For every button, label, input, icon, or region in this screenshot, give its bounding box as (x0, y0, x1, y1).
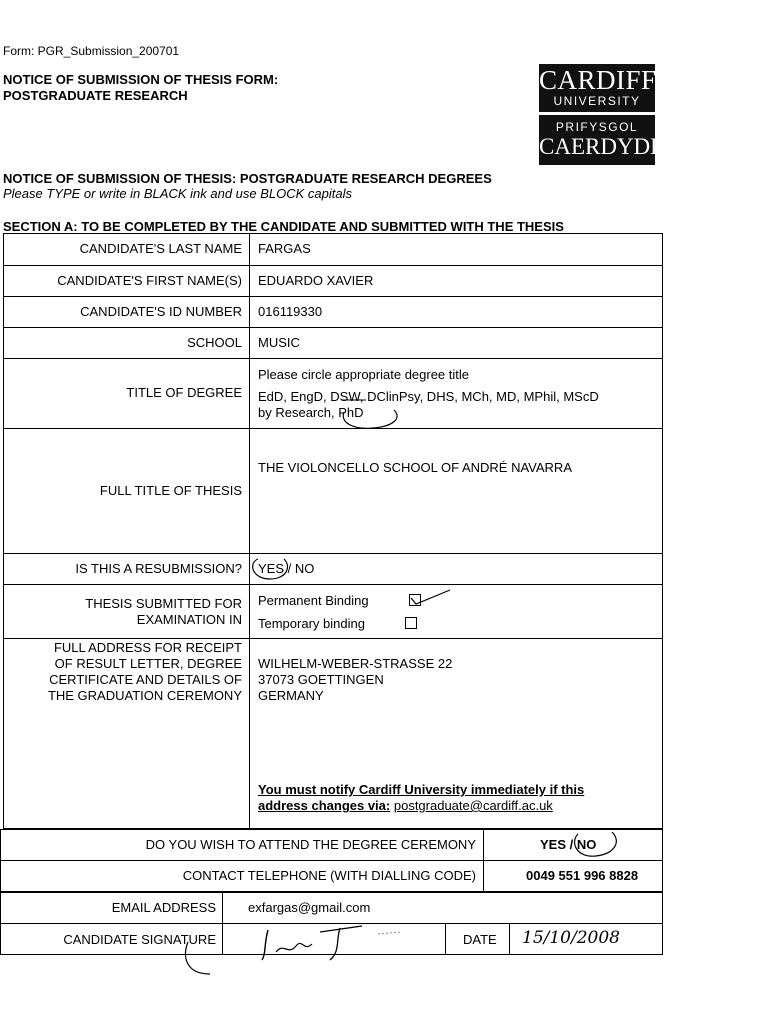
signature-label: CANDIDATE SIGNATURE (63, 932, 216, 947)
logo-prifysgol: PRIFYSGOL (555, 120, 639, 134)
row-divider (3, 296, 663, 297)
address-label-line2: OF RESULT LETTER, DEGREE (54, 656, 242, 671)
school-value[interactable]: MUSIC (258, 335, 300, 350)
yes-circle-mark (250, 555, 294, 583)
degree-instruction: Please circle appropriate degree title (258, 367, 470, 382)
row-divider (3, 553, 663, 554)
address-line1[interactable]: WILHELM-WEBER-STRASSE 22 (258, 656, 453, 671)
address-change-notice: You must notify Cardiff University immediately if this (258, 782, 585, 797)
address-label-line1: FULL ADDRESS FOR RECEIPT (53, 640, 242, 655)
binding-label-line2: EXAMINATION IN (136, 612, 242, 627)
table-divider (445, 923, 446, 955)
date-value[interactable]: 15/10/2008 (522, 928, 620, 948)
row-divider (3, 428, 663, 429)
notice-title: NOTICE OF SUBMISSION OF THESIS: POSTGRADUATE RESEARCH DEGREES (3, 171, 492, 186)
table-divider (249, 233, 250, 829)
row-divider (3, 327, 663, 328)
form-title: NOTICE OF SUBMISSION OF THESIS FORM: (3, 72, 279, 87)
no-circle-mark (570, 828, 624, 862)
email-value[interactable]: exfargas@gmail.com (248, 900, 371, 915)
form-subtitle: POSTGRADUATE RESEARCH (3, 88, 188, 103)
id-number-value[interactable]: 016119330 (258, 304, 323, 319)
phd-circle-mark (336, 398, 406, 434)
address-change-notice-line2 (258, 798, 553, 814)
id-number-label: CANDIDATE'S ID NUMBER (80, 304, 242, 319)
checkmark-icon (408, 588, 454, 608)
degree-label: TITLE OF DEGREE (126, 385, 242, 400)
logo-university: UNIVERSITY (553, 94, 641, 108)
temporary-binding-label: Temporary binding (258, 616, 365, 631)
logo-caerdydd: CAERDYDD (539, 134, 667, 159)
email-label: EMAIL ADDRESS (111, 900, 216, 915)
row-divider (0, 860, 663, 861)
postgraduate-email-link[interactable]: postgraduate@cardiff.ac.uk (393, 798, 553, 813)
row-divider (3, 584, 663, 585)
first-name-label: CANDIDATE'S FIRST NAME(S) (57, 273, 242, 288)
first-name-value[interactable]: EDUARDO XAVIER (258, 273, 374, 288)
telephone-value[interactable]: 0049 551 996 8828 (526, 868, 639, 883)
binding-label-line1: THESIS SUBMITTED FOR (85, 596, 242, 611)
address-line2[interactable]: 37073 GOETTINGEN (258, 672, 384, 687)
school-label: SCHOOL (187, 335, 242, 350)
telephone-label: CONTACT TELEPHONE (WITH DIALLING CODE) (182, 868, 476, 883)
address-label-line4: THE GRADUATION CEREMONY (47, 688, 242, 703)
last-name-value[interactable]: FARGAS (258, 241, 311, 256)
thesis-title-label: FULL TITLE OF THESIS (99, 483, 242, 498)
resubmission-label: IS THIS A RESUBMISSION? (75, 561, 242, 576)
row-divider (3, 638, 663, 639)
section-a-heading: SECTION A: TO BE COMPLETED BY THE CANDIDATE AND SUBMITTED WITH THE THESIS (3, 219, 564, 234)
form-code: Form: PGR_Submission_200701 (3, 44, 180, 58)
address-line3[interactable]: GERMANY (258, 688, 324, 703)
instruction-text: Please TYPE or write in BLACK ink and use BLOCK capitals (3, 186, 352, 201)
candidate-signature[interactable] (180, 912, 420, 982)
thesis-title-value[interactable]: THE VIOLONCELLO SCHOOL OF ANDRÉ NAVARRA (258, 460, 572, 475)
row-divider (3, 265, 663, 266)
ceremony-value[interactable]: YES / NO (540, 837, 597, 852)
logo-cardiff: CARDIFF (539, 65, 657, 95)
permanent-binding-label: Permanent Binding (258, 593, 369, 608)
candidate-details-table (3, 233, 663, 829)
date-label: DATE (463, 932, 497, 947)
temporary-binding-checkbox[interactable] (405, 617, 417, 629)
row-divider (3, 358, 663, 359)
table-divider (509, 923, 510, 955)
resubmission-value[interactable]: YES / NO (258, 561, 315, 576)
last-name-label: CANDIDATE'S LAST NAME (79, 241, 242, 256)
degree-options[interactable]: EdD, EngD, DSW, DClinPsy, DHS, MCh, MD, MPhil, MScD (258, 389, 599, 404)
degree-options-research[interactable]: by Research, PhD (258, 405, 364, 420)
address-label-line3: CERTIFICATE AND DETAILS OF (49, 672, 242, 687)
ceremony-label: DO YOU WISH TO ATTEND THE DEGREE CEREMONY (145, 837, 476, 852)
notice-via-text: address changes via: (258, 798, 391, 813)
